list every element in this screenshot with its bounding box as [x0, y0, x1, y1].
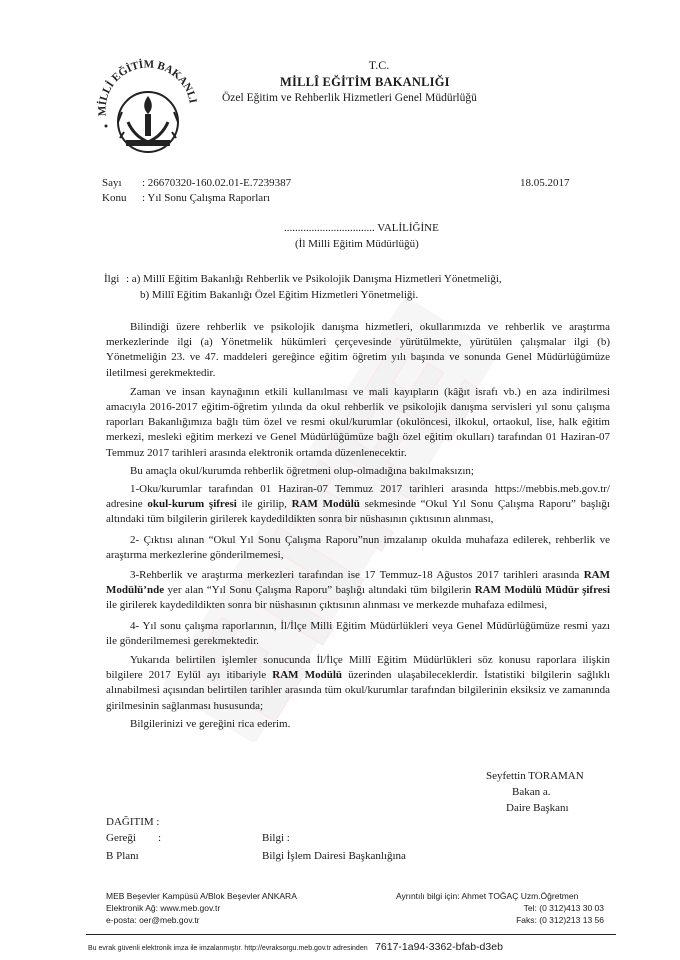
- distribution-bilgi-value: Bilgi İşlem Dairesi Başkanlığına: [262, 850, 406, 862]
- footer-email: e-posta: oer@meb.gov.tr: [106, 915, 200, 925]
- footer-contact: Ayrıntılı bilgi için: Ahmet TOĞAÇ Uzm.Öğretmen: [396, 891, 579, 901]
- list-item-1: [106, 482, 610, 528]
- list-item-3: [106, 568, 610, 614]
- signature-name: Seyfettin TORAMAN: [486, 770, 584, 782]
- header-tc: T.C.: [368, 58, 390, 72]
- signature-title-1: Bakan a.: [512, 786, 551, 798]
- list-item-4: 4- Yıl sonu çalışma raporlarının, İl/İlçe Milli Eğitim Müdürlükleri veya Genel Müdürlüğümüze resmi yazı ile gönderilmemesi gerekmektedir.: [106, 619, 610, 647]
- list-item-2: 2- Çıktısı alınan “Okul Yıl Sonu Çalışma Raporu”nun imzalanıp okulda muhafaza edilerek, rehberlik ve araştırma merkezlerine gönderilmemesi,: [106, 533, 610, 561]
- letter-body: [106, 320, 610, 732]
- paragraph-5-text-c: üzerinden ulaşabileceklerdir. İstatistiki bilgilerin sağlıklı alınabilmesi açısından belirtilen tarihler arasında tüm okul/kurumlar tarafından bilgilerinin eksiksiz ve zamanında girilmesinin sağlanması hususunda;: [106, 669, 611, 712]
- konu-value: : Yıl Sonu Çalışma Raporları: [142, 192, 270, 204]
- geregi-label: Gereği: [106, 832, 136, 844]
- list-item-1-text-c: ile girilip,: [236, 498, 292, 511]
- document-date: 18.05.2017: [520, 177, 570, 189]
- verification-text: Bu evrak güvenli elektronik imza ile imzalanmıştır. http://evraksorgu.meb.gov.tr adresinden: [88, 945, 368, 952]
- footer-fax: Faks: (0 312)213 13 56: [516, 915, 604, 925]
- konu-row: [102, 192, 270, 204]
- ilgi-a-text: : a) Millî Eğitim Bakanlığı Rehberlik ve Psikolojik Danışma Hizmetleri Yönetmeliği,: [126, 273, 502, 285]
- ilgi-b: b) Millî Eğitim Bakanlığı Özel Eğitim Hizmetleri Yönetmeliği.: [140, 289, 419, 301]
- paragraph-5: [106, 653, 610, 714]
- header-directorate: Özel Eğitim ve Rehberlik Hizmetleri Genel Müdürlüğü: [222, 92, 477, 104]
- paragraph-3: Bu amaçla okul/kurumda rehberlik öğretmeni olup-olmadığına bakılmaksızın;: [130, 464, 474, 477]
- footer-right: [396, 890, 606, 926]
- list-item-1-bold-module: RAM Modülü: [291, 498, 360, 511]
- header-ministry: MİLLÎ EĞİTİM BAKANLIĞI: [280, 75, 450, 89]
- list-item-3-text-a: 3-Rehberlik ve araştırma merkezleri tarafından ise 17 Temmuz-18 Ağustos 2017 tarihleri arasında: [130, 569, 584, 582]
- ilgi-label: İlgi: [104, 273, 120, 285]
- paragraph-5-text-a: Yukarıda belirtilen işlemler sonucunda İl/İlçe Millî Eğitim Müdürlükleri söz konusu raporlara ilişkin bilgilere 2017 Eylül ayı itibariyle: [106, 654, 610, 682]
- footer-web: Elektronik Ağ: www.meb.gov.tr: [106, 903, 221, 913]
- list-item-3-text-e: ile girilerek kaydedildikten sonra bir nüshasının çıktısının alınması ve merkezde muhafaza edilmesi,: [106, 599, 548, 612]
- distribution-b-plani: B Planı: [106, 850, 139, 862]
- distribution-geregi: [106, 832, 161, 844]
- list-item-3-bold-module: RAM Modülü’nde: [106, 569, 610, 597]
- distribution-bilgi-label: Bilgi :: [262, 832, 290, 844]
- distribution-title: DAĞITIM :: [106, 816, 160, 828]
- sayi-label: Sayı: [102, 177, 122, 189]
- recipient-line1: ................................. VALİLİĞİNE: [284, 222, 439, 234]
- list-item-3-bold-password: RAM Modülü Müdür şifresi: [474, 584, 611, 597]
- footer-divider: [86, 934, 616, 935]
- footer-tel: Tel: (0 312)413 30 03: [523, 903, 604, 913]
- footer-left: [106, 890, 297, 926]
- verification-code[interactable]: 7617-1a94-3362-bfab-d3eb: [375, 941, 503, 953]
- list-item-1-bold-password: okul-kurum şifresi: [147, 498, 237, 511]
- paragraph-1: Bilindiği üzere rehberlik ve psikolojik danışma hizmetleri, okullarımızda ve rehberlik ve araştırma merkezlerinde ilgi (a) Yönetmelik hükümleri çerçevesinde yürütülmekte, yürütülen çalışmalar ilgi (b) Yönetmeliğin 23. ve 47. maddeleri gereğince eğitim öğretim yılı başında ve sonunda Genel Müdürlüğümüze iletilmesi gerekmektedir.: [106, 321, 610, 379]
- konu-label: Konu: [102, 192, 127, 204]
- sayi-row: [102, 177, 291, 189]
- footer-address: MEB Beşevler Kampüsü A/Blok Beşevler ANKARA: [106, 891, 297, 901]
- paragraph-6: Bilgilerinizi ve gereğini rica ederim.: [130, 717, 291, 730]
- list-item-1-text-e: sekmesinde “Okul Yıl Sonu Çalışma Raporu” başlığı altındaki tüm bilgilerin girilerek kaydedildikten sonra bir nüshasının çıktısının alınması,: [106, 498, 610, 526]
- paragraph-5-bold-module: RAM Modülü: [272, 669, 342, 682]
- geregi-colon: :: [158, 832, 162, 844]
- list-item-3-text-c: yer alan “Yıl Sonu Çalışma Raporu” başlığı altındaki tüm bilgilerin: [164, 584, 475, 597]
- signature-title-2: Daire Başkanı: [506, 802, 569, 814]
- logo-text: MİLLİ EĞİTİM BAKANLI: [96, 58, 199, 117]
- sayi-value: : 26670320-160.02.01-E.7239387: [142, 177, 292, 189]
- recipient-line2: (İl Milli Eğitim Müdürlüğü): [295, 238, 419, 250]
- ilgi-a: [104, 273, 502, 285]
- paragraph-2: Zaman ve insan kaynağının etkili kullanılması ve mali kayıpların (kâğıt israfı vb.) en aza indirilmesi amacıyla 2016-2017 eğitim-öğretim yılında da okul rehberlik ve psikolojik danışma servisleri yıl sonu çalışma raporları Bakanlığımıza bağlı tüm özel ve resmi okul/kurumlar (okulöncesi, ilkokul, ortaokul, lise, halk eğitim merkezi, mesleki eğitim merkezi ve Genel Müdürlüğümüze bağlı özel eğitim okulları) tarafından 01 Haziran-07 Temmuz 2017 tarihleri arasında elektronik ortamda düzenlenecektir.: [106, 385, 610, 459]
- verification-line: [88, 937, 503, 955]
- list-item-1-text-a: 1-Oku/kurumlar tarafından 01 Haziran-07 Temmuz 2017 tarihleri arasında https://mebbis.meb.gov.tr/ adresine: [106, 483, 610, 511]
